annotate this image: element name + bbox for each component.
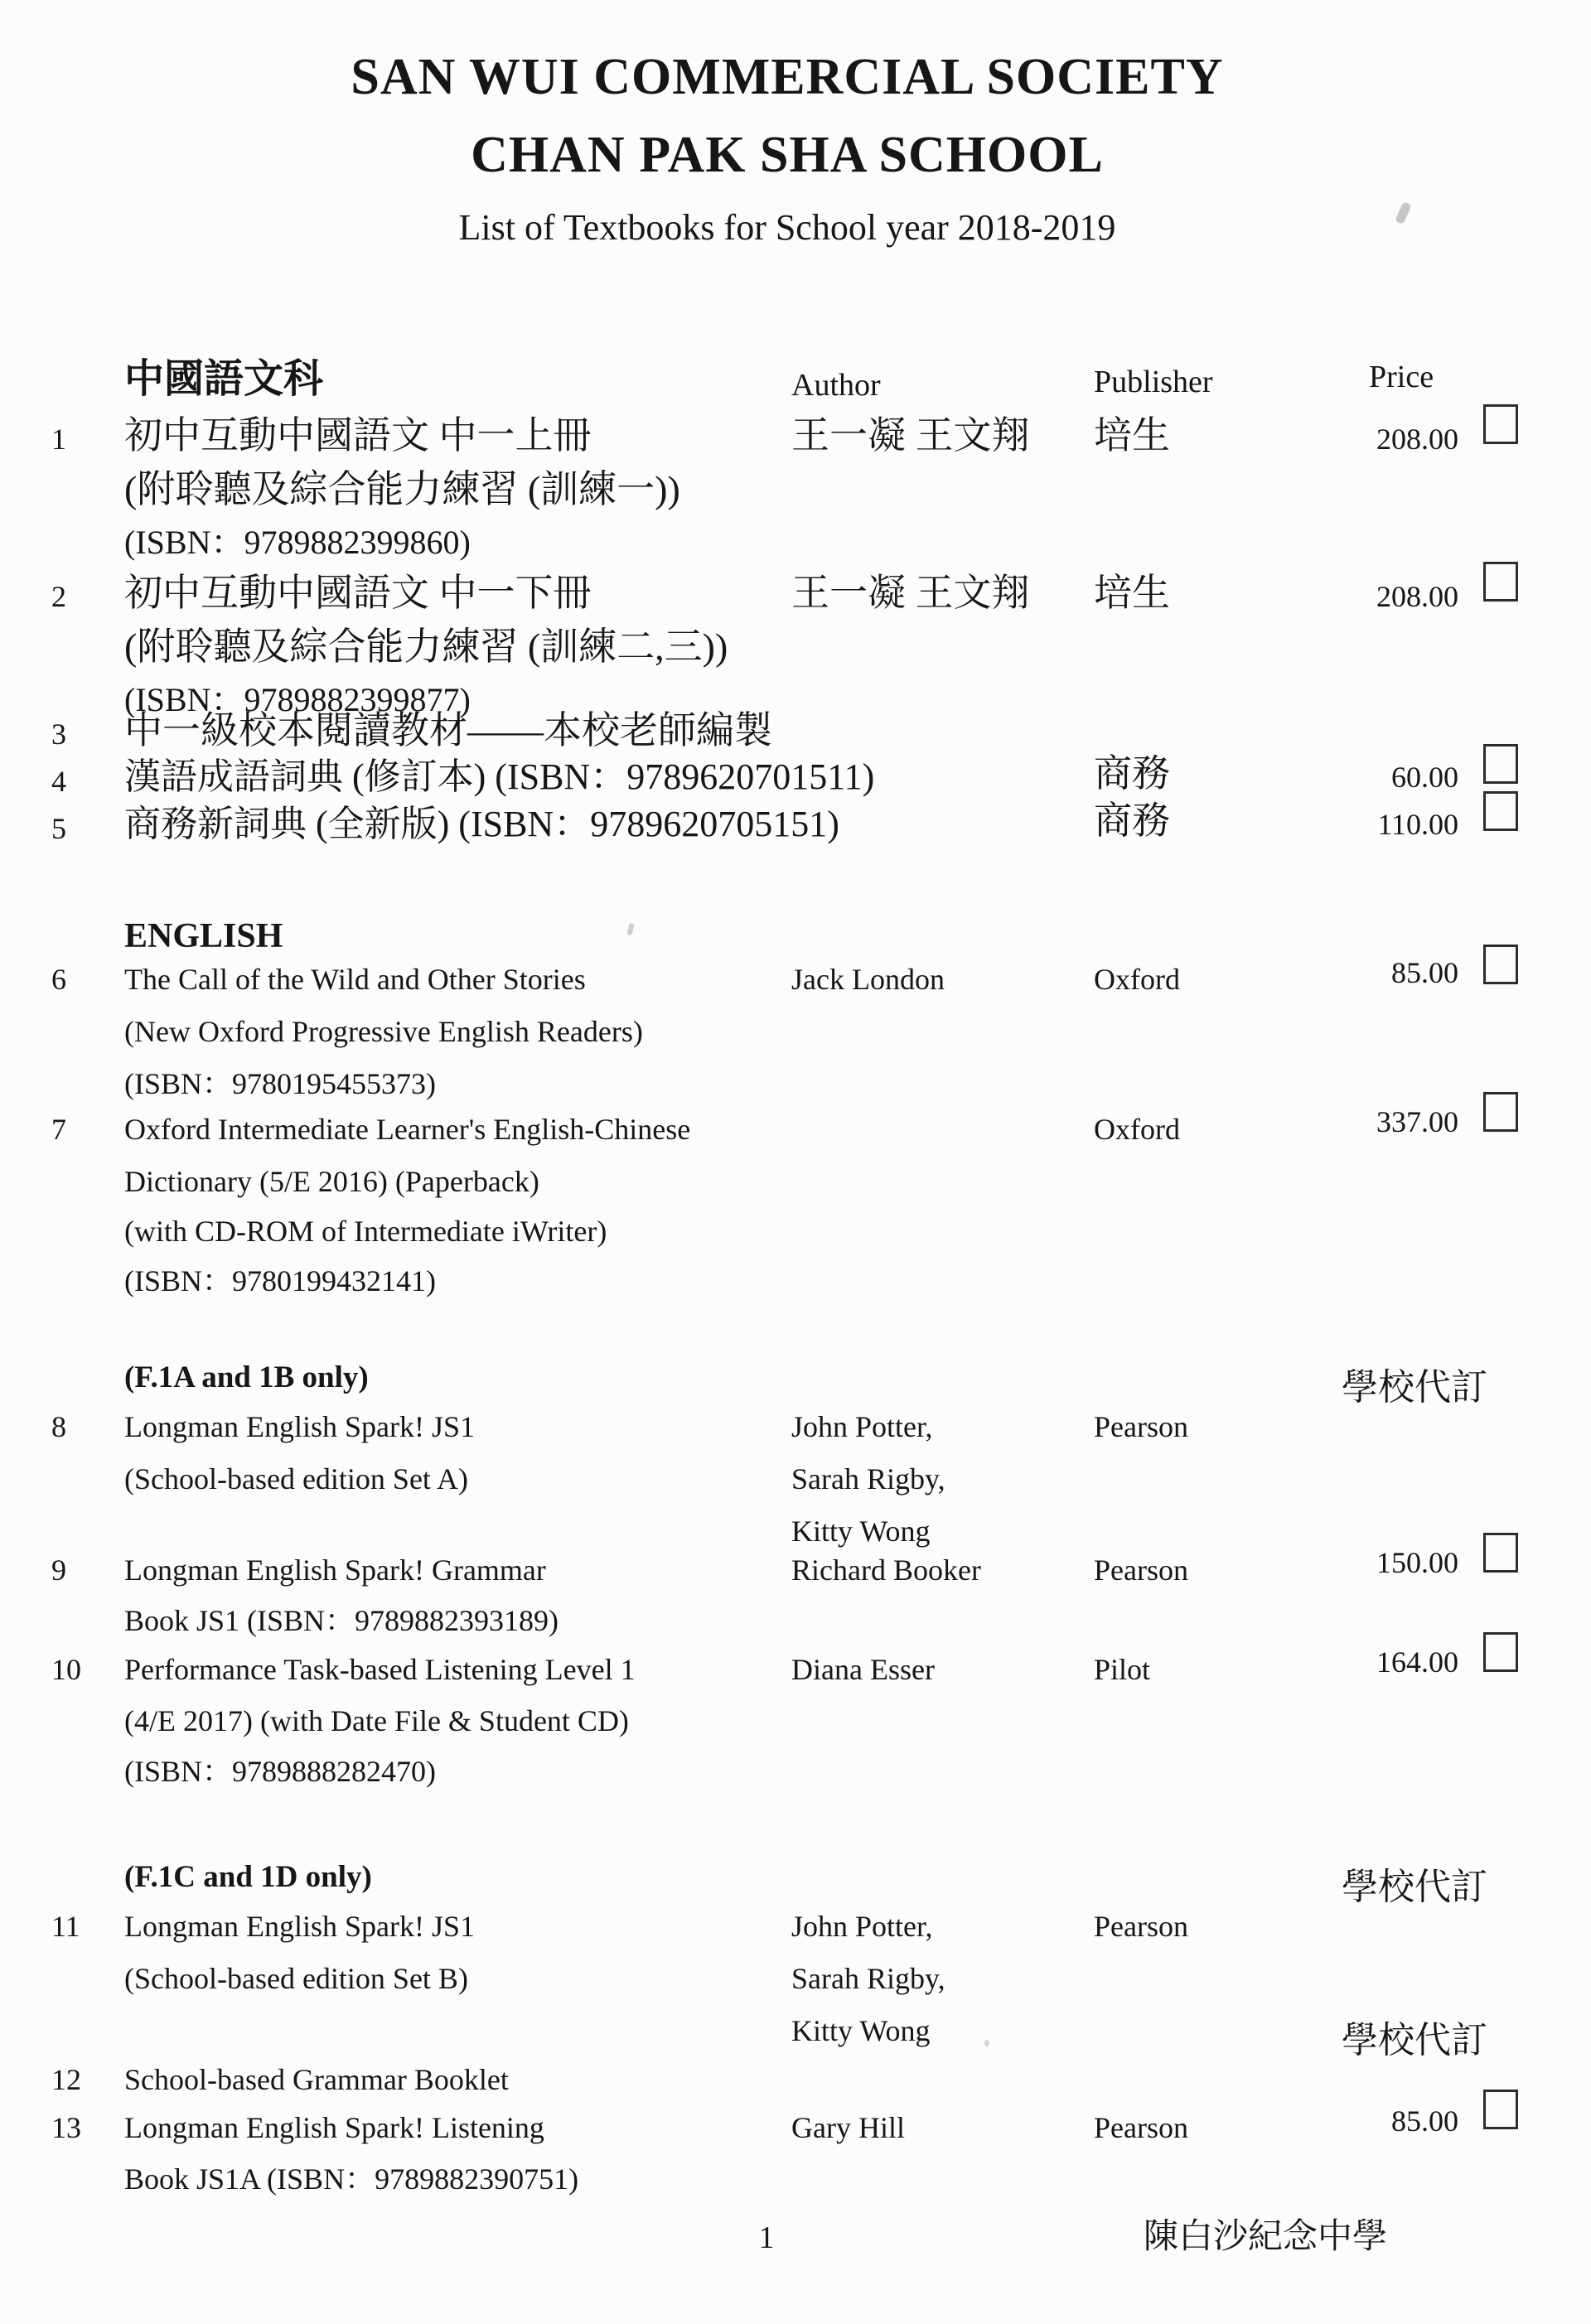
publisher-name: Oxford	[1094, 963, 1180, 996]
book-title-line: The Call of the Wild and Other Stories	[124, 963, 586, 996]
column-header-publisher: Publisher	[1094, 365, 1213, 399]
subsection-heading-f1a-1b: (F.1A and 1B only)	[124, 1360, 369, 1394]
publisher-name: Oxford	[1094, 1113, 1180, 1146]
book-isbn-line: (ISBN：9789888282470)	[124, 1755, 436, 1788]
publisher-name: Pearson	[1094, 1553, 1188, 1587]
row-number: 1	[51, 423, 66, 456]
publisher-name: Pilot	[1094, 1653, 1151, 1686]
book-isbn-line: (ISBN：9789882399860)	[124, 524, 471, 561]
price-value: 110.00	[1377, 808, 1458, 841]
price-value: 208.00	[1376, 580, 1458, 613]
book-title-line: Longman English Spark! Grammar	[124, 1553, 546, 1587]
author-name: 王一凝 王文翔	[791, 414, 1030, 457]
section-heading-chinese: 中國語文科	[124, 357, 324, 401]
row-number: 7	[51, 1113, 66, 1146]
price-value: 85.00	[1391, 956, 1458, 989]
row-number: 4	[51, 765, 66, 798]
section-heading-english: ENGLISH	[124, 917, 283, 955]
school-name-line1: SAN WUI COMMERCIAL SOCIETY	[351, 49, 1224, 105]
author-name: John Potter,	[791, 1910, 933, 1943]
price-checkbox[interactable]	[1483, 404, 1518, 444]
book-title-line: 初中互動中國語文 中一下冊	[124, 572, 592, 614]
price-value: 164.00	[1376, 1645, 1458, 1679]
footer-school-name: 陳白沙紀念中學	[1144, 2218, 1388, 2256]
price-checkbox[interactable]	[1483, 2090, 1518, 2129]
row-number: 5	[51, 812, 66, 845]
author-name: Jack London	[791, 963, 945, 996]
book-subtitle-line: (New Oxford Progressive English Readers)	[124, 1015, 643, 1048]
book-title-line: 初中互動中國語文 中一上冊	[124, 414, 592, 457]
school-name-line2: CHAN PAK SHA SCHOOL	[471, 127, 1104, 183]
book-title-line: Longman English Spark! Listening	[124, 2111, 544, 2144]
school-order-note: 學校代訂	[1342, 2020, 1487, 2061]
publisher-name: 商務	[1094, 752, 1170, 795]
document-subtitle: List of Textbooks for School year 2018-2019	[458, 207, 1116, 248]
price-checkbox[interactable]	[1483, 791, 1518, 831]
scan-artifact	[984, 2040, 989, 2046]
publisher-name: Pearson	[1094, 1910, 1188, 1943]
book-title-line: Oxford Intermediate Learner's English-Chinese	[124, 1113, 691, 1146]
author-name: Sarah Rigby,	[791, 1962, 945, 1995]
row-number: 10	[51, 1653, 81, 1686]
book-subtitle-line: (School-based edition Set B)	[124, 1962, 468, 1995]
scan-artifact	[626, 922, 634, 935]
author-name: Diana Esser	[791, 1653, 935, 1686]
price-value: 60.00	[1391, 761, 1458, 794]
book-title-line: Longman English Spark! JS1	[124, 1910, 475, 1943]
book-title-line: 漢語成語詞典 (修訂本) (ISBN：9789620701511)	[124, 756, 875, 797]
price-checkbox[interactable]	[1483, 1632, 1518, 1672]
publisher-name: 培生	[1094, 572, 1170, 614]
book-isbn-line: (ISBN：9780195455373)	[124, 1067, 436, 1100]
book-title-line: Performance Task-based Listening Level 1	[124, 1653, 636, 1686]
school-order-note: 學校代訂	[1342, 1367, 1487, 1408]
page-number: 1	[758, 2220, 775, 2255]
price-checkbox[interactable]	[1483, 1533, 1518, 1573]
author-name: Richard Booker	[791, 1553, 981, 1587]
author-name: John Potter,	[791, 1410, 933, 1443]
price-checkbox[interactable]	[1483, 1092, 1518, 1132]
book-subtitle-line: (4/E 2017) (with Date File & Student CD)	[124, 1704, 629, 1737]
book-isbn-line: Book JS1 (ISBN：9789882393189)	[124, 1604, 559, 1637]
row-number: 13	[51, 2111, 81, 2144]
book-subtitle-line: (附聆聽及綜合能力練習 (訓練二,三))	[124, 626, 728, 668]
publisher-name: Pearson	[1094, 2111, 1188, 2144]
book-isbn-line: (ISBN：9789882399877)	[124, 681, 471, 718]
book-subtitle-line: (with CD-ROM of Intermediate iWriter)	[124, 1215, 607, 1248]
author-name: Sarah Rigby,	[791, 1462, 945, 1495]
book-title-line: 中一級校本閱讀教材——本校老師編製	[124, 709, 772, 751]
price-value: 208.00	[1376, 423, 1458, 456]
book-isbn-line: (ISBN：9780199432141)	[124, 1264, 436, 1297]
publisher-name: 培生	[1094, 414, 1170, 457]
book-title-line: School-based Grammar Booklet	[124, 2063, 509, 2096]
row-number: 6	[51, 963, 66, 996]
publisher-name: Pearson	[1094, 1410, 1188, 1443]
price-value: 150.00	[1376, 1546, 1458, 1579]
row-number: 8	[51, 1410, 66, 1443]
book-subtitle-line: (School-based edition Set A)	[124, 1462, 468, 1495]
row-number: 2	[51, 580, 66, 613]
price-checkbox[interactable]	[1483, 562, 1518, 602]
author-name: Kitty Wong	[791, 1515, 931, 1548]
price-checkbox[interactable]	[1483, 744, 1518, 784]
column-header-price: Price	[1369, 360, 1434, 394]
row-number: 12	[51, 2063, 81, 2096]
row-number: 3	[51, 717, 66, 751]
row-number: 11	[51, 1910, 80, 1943]
book-title-line: Longman English Spark! JS1	[124, 1410, 475, 1443]
column-header-author: Author	[791, 368, 881, 403]
book-subtitle-line: Dictionary (5/E 2016) (Paperback)	[124, 1165, 539, 1198]
price-checkbox[interactable]	[1483, 945, 1518, 984]
book-subtitle-line: (附聆聽及綜合能力練習 (訓練一))	[124, 468, 680, 510]
subsection-heading-f1c-1d: (F.1C and 1D only)	[124, 1860, 372, 1894]
author-name: Kitty Wong	[791, 2014, 931, 2047]
book-title-line: 商務新詞典 (全新版) (ISBN：9789620705151)	[124, 804, 839, 844]
author-name: Gary Hill	[791, 2111, 905, 2144]
price-value: 337.00	[1376, 1105, 1458, 1138]
publisher-name: 商務	[1094, 800, 1170, 842]
author-name: 王一凝 王文翔	[791, 572, 1030, 614]
price-value: 85.00	[1391, 2104, 1458, 2138]
school-order-note: 學校代訂	[1342, 1867, 1487, 1907]
row-number: 9	[51, 1553, 66, 1587]
book-isbn-line: Book JS1A (ISBN：9789882390751)	[124, 2162, 579, 2196]
